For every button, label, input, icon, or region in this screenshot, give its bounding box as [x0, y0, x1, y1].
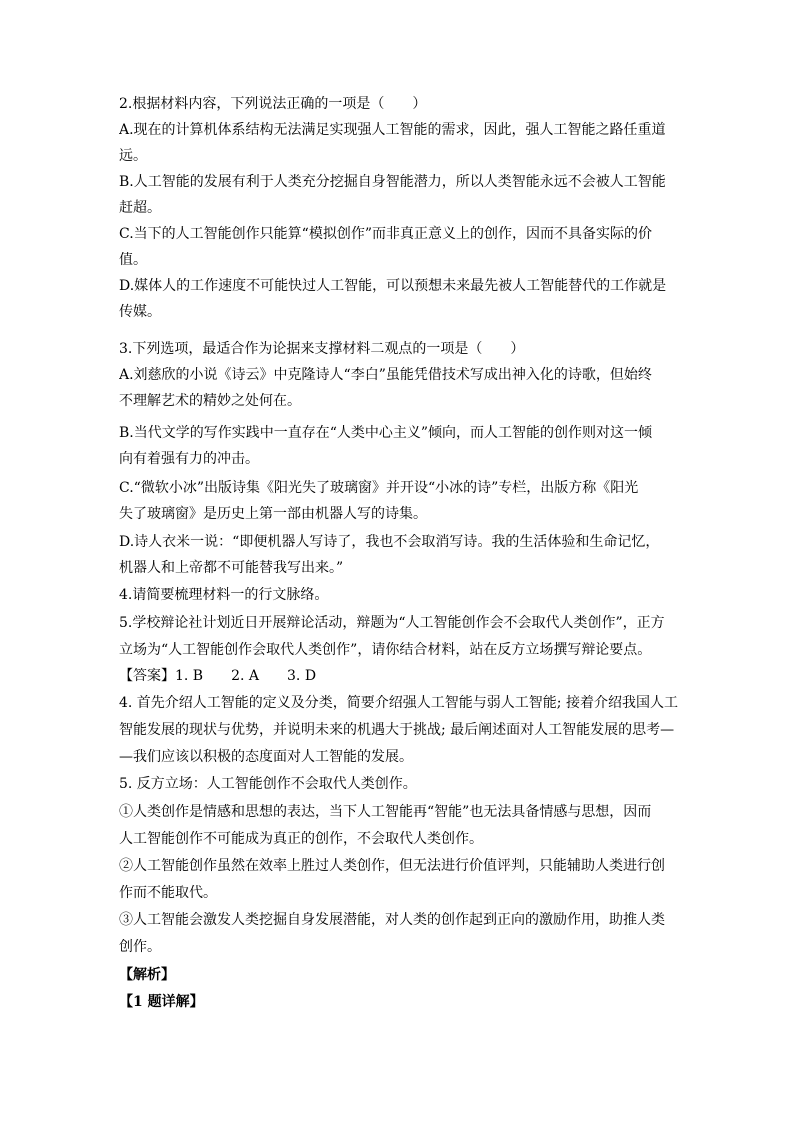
question-2-option-c: C.当下的人工智能创作只能算“模拟创作”而非真正意义上的创作，因而不具备实际的价	[119, 226, 652, 242]
question-5-stem-cont: 立场为“人工智能创作会取代人类创作”，请你结合材料，站在反方立场撰写辩论要点。	[119, 642, 652, 658]
answer-4-line-1: 4. 首先介绍人工智能的定义及分类，简要介绍强人工智能与弱人工智能; 接着介绍我国人工	[119, 695, 678, 711]
question-2-option-d-cont: 传媒。	[119, 304, 161, 320]
question-5-stem: 5.学校辩论社计划近日开展辩论活动，辩题为“人工智能创作会不会取代人类创作”，正方	[119, 615, 665, 631]
question-2-option-b-cont: 赶超。	[119, 200, 161, 216]
answer-5-point-2: ②人工智能创作虽然在效率上胜过人类创作，但无法进行价值评判，只能辅助人类进行创	[119, 858, 665, 874]
answer-5-title: 5. 反方立场：人工智能创作不会取代人类创作。	[119, 776, 417, 792]
question-3-option-a-cont: 不理解艺术的精妙之处何在。	[119, 393, 301, 409]
answer-5-point-2-cont: 作而不能取代。	[119, 885, 217, 901]
question-2-option-c-cont: 值。	[119, 252, 147, 268]
answer-5-point-3-cont: 创作。	[119, 939, 161, 955]
question-2-option-a: A.现在的计算机体系结构无法满足实现强人工智能的需求，因此，强人工智能之路任重道	[119, 122, 666, 138]
question-2-option-a-cont: 远。	[119, 148, 147, 164]
answer-5-point-1-cont: 人工智能创作不可能成为真正的创作，不会取代人类创作。	[119, 831, 483, 847]
question-3-option-d: D.诗人衣米一说：“即便机器人写诗了，我也不会取消写诗。我的生活体验和生命记忆，	[119, 534, 660, 550]
question-3-option-d-cont: 机器人和上帝都不可能替我写出来。”	[119, 560, 344, 576]
answer-label: 【答案】1. B 2. A 3. D	[119, 668, 317, 684]
question-2-stem: 2.根据材料内容，下列说法正确的一项是（ ）	[119, 96, 427, 112]
question-2-option-d: D.媒体人的工作速度不可能快过人工智能，可以预想未来最先被人工智能替代的工作就是	[119, 278, 667, 294]
answer-5-point-1: ①人类创作是情感和思想的表达，当下人工智能再“智能”也无法具备情感与思想，因而	[119, 804, 652, 820]
answer-5-point-3: ③人工智能会激发人类挖掘自身发展潜能，对人类的创作起到正向的激励作用，助推人类	[119, 912, 665, 928]
question-3-option-b: B.当代文学的写作实践中一直存在“人类中心主义”倾向，而人工智能的创作则对这一倾	[119, 425, 653, 441]
analysis-label: 【解析】	[119, 967, 175, 983]
question-3-option-c-cont: 失了玻璃窗》是历史上第一部由机器人写的诗集。	[119, 506, 427, 522]
question-3-option-c: C.“微软小冰”出版诗集《阳光失了玻璃窗》并开设“小冰的诗”专栏，出版方称《阳光	[119, 480, 639, 496]
answer-4-line-2: 智能发展的现状与优势，并说明未来的机遇大于挑战; 最后阐述面对人工智能发展的思考—	[119, 722, 675, 738]
analysis-question-1-heading: 【1 题详解】	[119, 994, 204, 1010]
question-3-stem: 3.下列选项，最适合作为论据来支撑材料二观点的一项是（ ）	[119, 341, 525, 357]
question-2-option-b: B.人工智能的发展有利于人类充分挖掘自身智能潜力，所以人类智能永远不会被人工智能	[119, 174, 666, 190]
answer-4-line-3: —我们应该以积极的态度面对人工智能的发展。	[119, 749, 413, 765]
question-3-option-b-cont: 向有着强有力的冲击。	[119, 451, 259, 467]
question-3-option-a: A.刘慈欣的小说《诗云》中克隆诗人“李白”虽能凭借技术写成出神入化的诗歌，但始终	[119, 367, 652, 383]
question-4-stem: 4.请简要梳理材料一的行文脉络。	[119, 587, 329, 603]
